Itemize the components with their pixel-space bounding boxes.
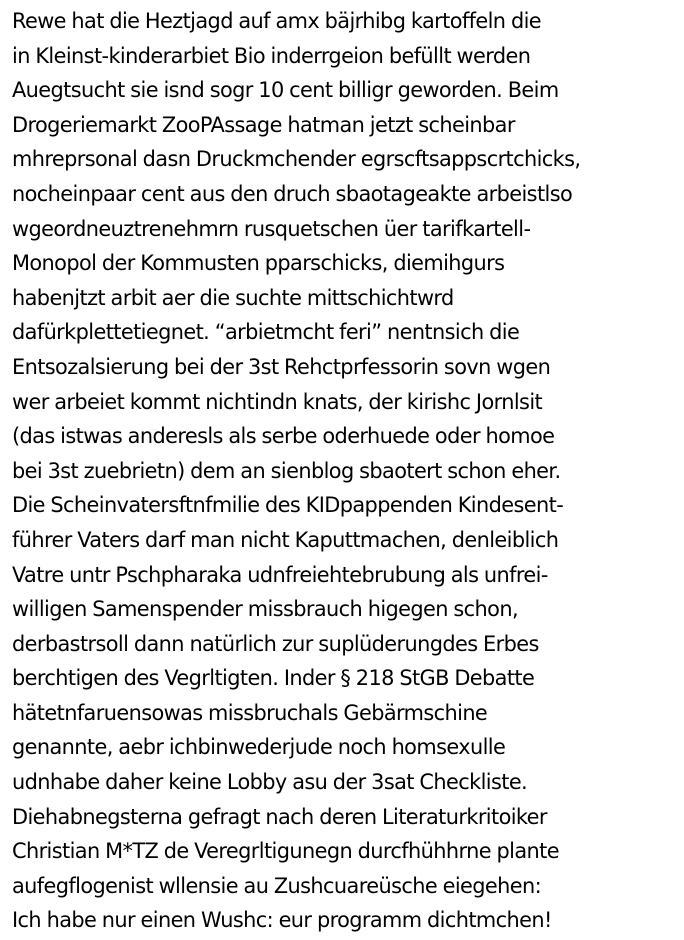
text-line: (das istwas anderesls als serbe oderhuede oder homoe [12,424,555,449]
text-line: Die Scheinvatersftnfmilie des KIDpappenden Kindesent- [12,493,564,518]
text-line: hätetnfaruensowas missbruchals Gebärmschine [12,700,488,725]
text-line: wgeordneuztrenehmrn rusquetschen üer tarifkartell- [12,216,531,241]
text-line: Entsozalsierung bei der 3st Rehctprfessorin sovn wgen [12,354,551,379]
text-line: Drogeriemarkt ZooPAssage hatman jetzt scheinbar [12,112,515,137]
text-line: willigen Samenspender missbrauch higegen schon, [12,597,518,622]
text-line: aufegflogenist wllensie au Zushcuareüsche eiegehen: [12,873,542,898]
text-line: Diehabnegsterna gefragt nach deren Literaturkritoiker [12,804,547,829]
text-line: führer Vaters darf man nicht Kaputtmachen, denleiblich [12,527,559,552]
text-line: Christian M*TZ de Veregrltigunegn durcfhühhrne plante [12,839,559,864]
text-line: genannte, aebr ichbinwederjude noch homsexulle [12,735,506,760]
text-line: nocheinpaar cent aus den druch sbaotageakte arbeistlso [12,181,573,206]
text-line: in Kleinst-kinderarbiet Bio inderrgeion befüllt werden [12,43,531,68]
text-line: Ich habe nur einen Wushc: eur programm dichtmchen! [12,908,552,933]
text-line: Rewe hat die Heztjagd auf amx bäjrhibg kartoffeln die [12,9,542,33]
text-line: mhreprsonal dasn Druckmchender egrscftsappscrtchicks, [12,147,581,172]
text-line: derbastrsoll dann natürlich zur suplüderungdes Erbes [12,631,539,656]
text-line: Vatre untr Pschpharaka udnfreiehtebrubung als unfrei- [12,562,548,587]
text-line: habenjtzt arbit aer die suchte mittschichtwrd [12,285,454,310]
body-text [12,4,684,938]
text-line: bei 3st zuebrietn) dem an sienblog sbaotert schon eher. [12,458,561,483]
text-line: udnhabe daher keine Lobby asu der 3sat Checkliste. [12,770,528,795]
text-line: wer arbeiet kommt nichtindn knats, der kirishc Jornlsit [12,389,543,414]
text-line: berchtigen des Vegrltigten. Inder § 218 StGB Debatte [12,666,535,691]
text-line: Monopol der Kommusten pparschicks, diemihgurs [12,251,505,276]
text-line: dafürkplettetiegnet. “arbietmcht feri” nentnsich die [12,320,520,345]
text-line: Auegtsucht sie isnd sogr 10 cent billigr geworden. Beim [12,78,559,103]
